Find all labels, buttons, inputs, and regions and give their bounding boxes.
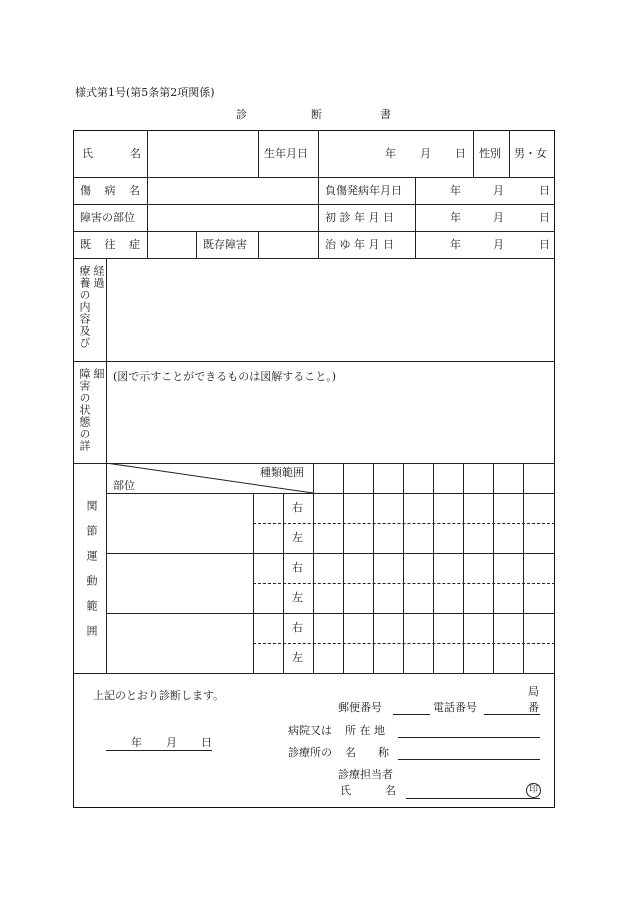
doctor-name-line xyxy=(406,798,540,799)
rom-col-divider xyxy=(463,463,464,673)
diagram-note: (図で示すことができるものは図解すること。) xyxy=(113,370,337,383)
sex-label: 性別 xyxy=(479,147,501,160)
birth-month-label: 月 xyxy=(420,147,431,160)
col-divider xyxy=(318,130,319,258)
treatment-label-2: 経過 xyxy=(92,265,105,289)
rom-header-part: 部位 xyxy=(113,479,135,492)
disease-name-label: 傷 病 名 xyxy=(80,184,145,197)
rom-dashed-line xyxy=(253,643,555,644)
form-number: 様式第1号(第5条第2項関係) xyxy=(75,86,215,99)
birthdate-label: 生年月日 xyxy=(264,147,308,160)
col-divider xyxy=(258,130,259,177)
cure-month-label: 月 xyxy=(493,238,504,251)
rom-right-label-3: 右 xyxy=(292,621,303,634)
number-label: 番 xyxy=(528,701,539,714)
col-divider xyxy=(415,177,416,258)
bureau-label: 局 xyxy=(528,685,539,698)
detail-label-2: 細 xyxy=(92,368,105,380)
clinic-label: 診療所の xyxy=(288,746,332,759)
row-divider xyxy=(73,361,555,362)
rom-col-divider xyxy=(283,493,284,673)
rom-left-label-1: 左 xyxy=(292,531,303,544)
rom-col-divider xyxy=(523,463,524,673)
doctor-name-label-b: 名 xyxy=(385,784,396,797)
sign-day-label: 日 xyxy=(201,736,212,749)
injury-month-label: 月 xyxy=(493,184,504,197)
address-label: 所 在 地 xyxy=(345,724,385,737)
facility-name-line xyxy=(398,759,540,760)
col-divider xyxy=(473,130,474,177)
name-label-b: 名 xyxy=(130,147,141,160)
rom-right-label-2: 右 xyxy=(292,561,303,574)
birth-day-label: 日 xyxy=(455,147,466,160)
cure-day-label: 日 xyxy=(539,238,550,251)
rom-group-line xyxy=(106,613,555,614)
doctor-name-label-a: 氏 xyxy=(340,784,351,797)
rom-dashed-line xyxy=(253,583,555,584)
injury-date-label: 負傷発病年月日 xyxy=(325,184,402,197)
rom-group-line xyxy=(106,553,555,554)
rom-col-divider xyxy=(343,463,344,673)
rom-left-label-2: 左 xyxy=(292,591,303,604)
row-divider xyxy=(73,673,555,674)
rom-col-divider xyxy=(253,493,254,673)
rom-col-divider xyxy=(373,463,374,673)
seal-icon: 印 xyxy=(526,783,541,798)
cure-date-label: 治 ゆ 年 月 日 xyxy=(325,238,394,251)
doctor-label: 診療担当者 xyxy=(338,768,393,781)
disability-site-label: 障害の部位 xyxy=(80,211,135,224)
rom-col-divider xyxy=(403,463,404,673)
past-history-label: 既 往 症 xyxy=(80,238,145,251)
document-title-char-1: 診 xyxy=(236,108,247,121)
row-divider xyxy=(73,204,555,205)
phone-label: 電話番号 xyxy=(433,701,477,714)
diagnosis-statement: 上記のとおり診断します。 xyxy=(93,689,225,702)
rom-left-label-3: 左 xyxy=(292,651,303,664)
existing-disability-label: 既存障害 xyxy=(203,238,247,251)
first-visit-month-label: 月 xyxy=(493,211,504,224)
first-visit-day-label: 日 xyxy=(539,211,550,224)
row-divider xyxy=(73,177,555,178)
rom-header-type: 種類範囲 xyxy=(260,466,304,479)
sign-month-label: 月 xyxy=(166,736,177,749)
cure-year-label: 年 xyxy=(450,238,461,251)
injury-day-label: 日 xyxy=(539,184,550,197)
first-visit-year-label: 年 xyxy=(450,211,461,224)
col-divider xyxy=(509,130,510,177)
rom-right-label-1: 右 xyxy=(292,501,303,514)
rom-col-divider xyxy=(313,463,314,673)
name-label-a: 氏 xyxy=(82,147,93,160)
phone-line xyxy=(484,714,524,715)
hospital-label: 病院又は xyxy=(288,724,332,737)
rom-col-divider xyxy=(493,463,494,673)
sign-date-underline xyxy=(106,750,212,751)
document-title-char-3: 書 xyxy=(380,108,391,121)
row-divider xyxy=(73,231,555,232)
sex-options: 男・女 xyxy=(514,147,547,160)
birth-year-label: 年 xyxy=(385,147,396,160)
first-visit-label: 初 診 年 月 日 xyxy=(325,211,394,224)
rom-label: 関節運動範囲 xyxy=(85,500,98,650)
injury-year-label: 年 xyxy=(450,184,461,197)
number-underline xyxy=(524,714,540,715)
detail-label: 障害の状態の詳 xyxy=(78,368,91,452)
col-divider xyxy=(196,231,197,258)
address-line xyxy=(398,737,540,738)
col-divider xyxy=(147,130,148,258)
rom-col-divider xyxy=(433,463,434,673)
rom-dashed-line xyxy=(253,523,555,524)
row-divider xyxy=(73,258,555,259)
document-title-char-2: 断 xyxy=(311,108,322,121)
sign-year-label: 年 xyxy=(131,736,142,749)
facility-name-label: 名 称 xyxy=(345,746,389,759)
treatment-label: 療養の内容及び xyxy=(78,265,91,349)
postal-code-line xyxy=(393,714,430,715)
col-divider xyxy=(258,231,259,258)
postal-code-label: 郵便番号 xyxy=(338,701,382,714)
